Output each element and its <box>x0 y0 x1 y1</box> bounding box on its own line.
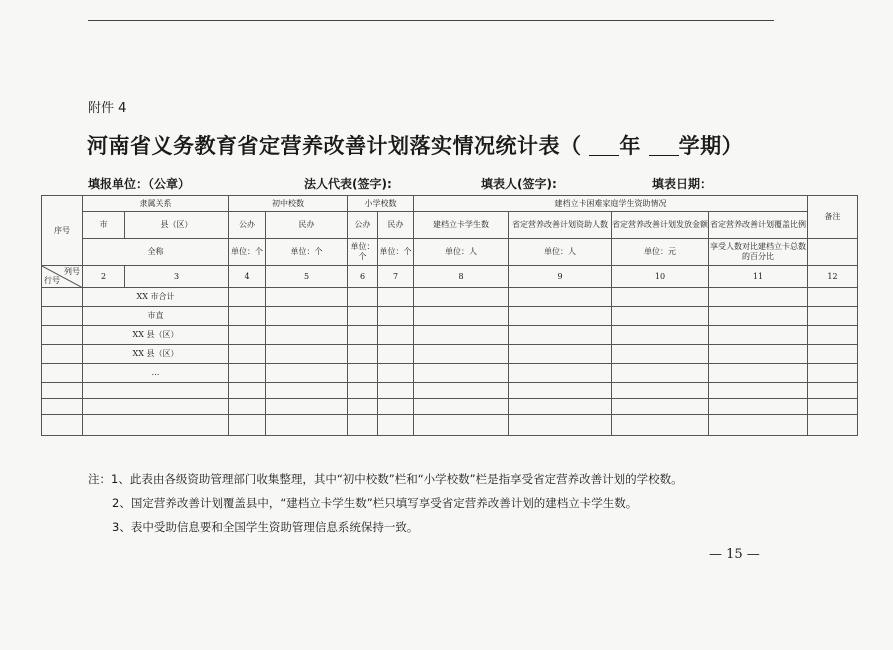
row-value-cell <box>378 345 414 364</box>
row-value-cell <box>612 326 709 345</box>
row-value-cell <box>509 307 612 326</box>
col-number: 3 <box>125 266 229 288</box>
row-value-cell <box>266 415 348 436</box>
statistics-table <box>41 195 858 436</box>
table-row <box>42 288 858 307</box>
row-value-cell <box>229 415 266 436</box>
unit-junior-private: 单位：个 <box>266 239 348 266</box>
header-primary-schools: 小学校数 <box>348 196 414 212</box>
col-number: 2 <box>83 266 125 288</box>
row-value-cell <box>808 415 858 436</box>
fill-unit: 填报单位：（公章） <box>88 177 191 191</box>
year-blank <box>589 137 619 156</box>
header-seq: 序号 <box>42 196 83 266</box>
page-number: — 15 — <box>709 547 760 562</box>
title-main: 河南省义务教育省定营养改善计划落实情况统计表 <box>87 134 560 158</box>
row-value-cell <box>808 364 858 383</box>
row-value-cell <box>808 399 858 415</box>
row-value-cell <box>266 326 348 345</box>
row-value-cell <box>612 383 709 399</box>
row-value-cell <box>612 345 709 364</box>
row-value-cell <box>808 288 858 307</box>
row-value-cell <box>414 307 509 326</box>
header-junior-schools: 初中校数 <box>229 196 348 212</box>
header-junior-private: 民办 <box>266 212 348 239</box>
fill-date: 填表日期： <box>652 177 713 191</box>
row-value-cell <box>612 415 709 436</box>
row-value-cell <box>709 307 808 326</box>
row-value-cell <box>509 345 612 364</box>
col-number: 10 <box>612 266 709 288</box>
title-close: ） <box>721 134 744 158</box>
row-value-cell <box>348 399 378 415</box>
row-value-cell <box>266 288 348 307</box>
row-name-cell: … <box>83 364 229 383</box>
table-row <box>42 415 858 436</box>
row-value-cell <box>229 288 266 307</box>
attachment-label: 附件 4 <box>88 101 127 116</box>
row-seq-cell <box>42 415 83 436</box>
unit-remark <box>808 239 858 266</box>
title-term: 学期 <box>678 134 722 158</box>
notes <box>88 467 683 539</box>
term-blank <box>649 137 679 156</box>
row-value-cell <box>414 415 509 436</box>
row-name-cell <box>83 415 229 436</box>
header-remark: 备注 <box>808 196 858 239</box>
col-number: 8 <box>414 266 509 288</box>
note-3: 3、表中受助信息要和全国学生资助管理信息系统保持一致。 <box>112 520 419 534</box>
row-seq-cell <box>42 326 83 345</box>
table-row <box>42 364 858 383</box>
header-primary-private: 民办 <box>378 212 414 239</box>
row-value-cell <box>229 383 266 399</box>
row-name-cell <box>83 399 229 415</box>
row-value-cell <box>509 288 612 307</box>
row-value-cell <box>414 383 509 399</box>
col-number: 9 <box>509 266 612 288</box>
row-value-cell <box>229 307 266 326</box>
diag-col-label: 列号 <box>64 267 80 276</box>
row-seq-cell <box>42 399 83 415</box>
header-affiliation: 隶属关系 <box>83 196 229 212</box>
diag-row-label: 行号 <box>44 276 60 285</box>
header-city: 市 <box>83 212 125 239</box>
table-body <box>42 288 858 436</box>
fill-filler: 填表人(签字): <box>481 177 557 191</box>
table-row <box>42 399 858 415</box>
diagonal-header-cell <box>42 266 83 288</box>
row-value-cell <box>348 383 378 399</box>
title-year: 年 <box>619 134 641 158</box>
row-value-cell <box>229 364 266 383</box>
row-value-cell <box>348 307 378 326</box>
row-value-cell <box>709 415 808 436</box>
row-value-cell <box>509 326 612 345</box>
row-value-cell <box>229 326 266 345</box>
row-name-cell: XX 县（区） <box>83 326 229 345</box>
col-number: 4 <box>229 266 266 288</box>
row-value-cell <box>808 326 858 345</box>
row-value-cell <box>266 399 348 415</box>
row-value-cell <box>378 326 414 345</box>
page-title <box>87 130 743 160</box>
unit-funded-count: 单位：人 <box>509 239 612 266</box>
table-row <box>42 307 858 326</box>
row-value-cell <box>378 399 414 415</box>
row-value-cell <box>509 415 612 436</box>
row-value-cell <box>414 326 509 345</box>
row-value-cell <box>808 383 858 399</box>
row-value-cell <box>709 383 808 399</box>
header-coverage: 省定营养改善计划覆盖比例 <box>709 212 808 239</box>
row-value-cell <box>509 364 612 383</box>
row-value-cell <box>348 326 378 345</box>
row-value-cell <box>229 345 266 364</box>
col-number: 12 <box>808 266 858 288</box>
table-row <box>42 345 858 364</box>
header-junior-public: 公办 <box>229 212 266 239</box>
unit-funded-amount: 单位：元 <box>612 239 709 266</box>
row-value-cell <box>808 307 858 326</box>
unit-poor-students: 单位：人 <box>414 239 509 266</box>
row-seq-cell <box>42 307 83 326</box>
table-row <box>42 326 858 345</box>
col-number: 6 <box>348 266 378 288</box>
title-open: （ <box>560 134 582 158</box>
unit-primary-public: 单位：个 <box>348 239 378 266</box>
row-seq-cell <box>42 288 83 307</box>
col-number: 7 <box>378 266 414 288</box>
row-value-cell <box>348 288 378 307</box>
table-row <box>42 383 858 399</box>
col-number: 11 <box>709 266 808 288</box>
row-value-cell <box>266 307 348 326</box>
row-value-cell <box>612 307 709 326</box>
row-value-cell <box>414 345 509 364</box>
row-value-cell <box>378 383 414 399</box>
row-name-cell: XX 县（区） <box>83 345 229 364</box>
header-county: 县（区） <box>125 212 229 239</box>
row-value-cell <box>378 288 414 307</box>
row-value-cell <box>509 399 612 415</box>
row-value-cell <box>378 415 414 436</box>
row-value-cell <box>266 345 348 364</box>
row-value-cell <box>414 399 509 415</box>
fill-legal-rep: 法人代表(签字): <box>304 177 392 191</box>
unit-coverage: 享受人数对比建档立卡总数的百分比 <box>709 239 808 266</box>
row-value-cell <box>229 399 266 415</box>
header-funded-amount: 省定营养改善计划发放金额 <box>612 212 709 239</box>
row-value-cell <box>612 364 709 383</box>
row-value-cell <box>709 326 808 345</box>
row-name-cell: XX 市合计 <box>83 288 229 307</box>
row-name-cell <box>83 383 229 399</box>
col-number: 5 <box>266 266 348 288</box>
row-seq-cell <box>42 383 83 399</box>
row-seq-cell <box>42 364 83 383</box>
header-funded-count: 省定营养改善计划资助人数 <box>509 212 612 239</box>
unit-primary-private: 单位：个 <box>378 239 414 266</box>
row-value-cell <box>709 288 808 307</box>
row-name-cell: 市直 <box>83 307 229 326</box>
row-value-cell <box>348 345 378 364</box>
header-poor-families: 建档立卡困难家庭学生资助情况 <box>414 196 808 212</box>
row-value-cell <box>378 364 414 383</box>
row-value-cell <box>348 415 378 436</box>
row-value-cell <box>348 364 378 383</box>
note-1: 注：1、此表由各级资助管理部门收集整理，其中“初中校数”栏和“小学校数”栏是指享受省定营养改善计划的学校数。 <box>88 472 683 486</box>
row-value-cell <box>709 364 808 383</box>
row-value-cell <box>709 345 808 364</box>
row-value-cell <box>509 383 612 399</box>
row-value-cell <box>266 383 348 399</box>
unit-junior-public: 单位：个 <box>229 239 266 266</box>
row-value-cell <box>808 345 858 364</box>
row-seq-cell <box>42 345 83 364</box>
top-rule <box>88 20 774 21</box>
row-value-cell <box>266 364 348 383</box>
header-primary-public: 公办 <box>348 212 378 239</box>
row-value-cell <box>414 364 509 383</box>
row-value-cell <box>378 307 414 326</box>
row-value-cell <box>414 288 509 307</box>
row-value-cell <box>709 399 808 415</box>
unit-fullname: 全称 <box>83 239 229 266</box>
note-2: 2、国定营养改善计划覆盖县中，“建档立卡学生数”栏只填写享受省定营养改善计划的建档立卡学生数。 <box>112 496 638 510</box>
header-poor-students: 建档立卡学生数 <box>414 212 509 239</box>
row-value-cell <box>612 288 709 307</box>
row-value-cell <box>612 399 709 415</box>
